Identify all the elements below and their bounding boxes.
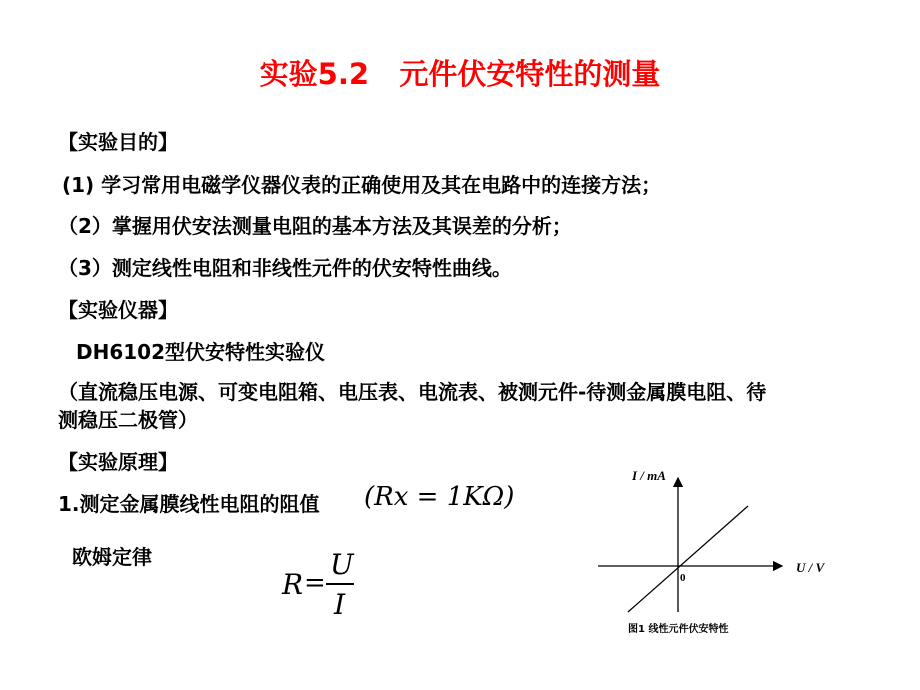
purpose-item-2: （2）掌握用伏安法测量电阻的基本方法及其误差的分析； — [58, 214, 572, 238]
figure-caption: 图1 线性元件伏安特性 — [628, 624, 729, 635]
ohm-formula — [278, 548, 358, 624]
y-axis-label: I / mA — [632, 468, 666, 483]
page-title: 实验5.2 元件伏安特性的测量 — [259, 57, 661, 91]
fraction-bar — [326, 583, 354, 585]
rx-formula: (Rx = 1KΩ) — [364, 482, 515, 512]
iv-line — [628, 506, 748, 612]
components-line-1: （直流稳压电源、可变电阻箱、电压表、电流表、被测元件-待测金属膜电阻、待 — [58, 380, 767, 404]
purpose-item-1: (1) 学习常用电磁学仪器仪表的正确使用及其在电路中的连接方法； — [62, 173, 662, 197]
principle-item-1: 1.测定金属膜线性电阻的阻值 — [58, 492, 320, 516]
instrument-model: DH6102型伏安特性实验仪 — [76, 340, 326, 364]
ohm-law-label: 欧姆定律 — [72, 545, 152, 569]
formula-denominator: I — [334, 588, 346, 621]
x-axis-label: U / V — [796, 560, 825, 575]
formula-r: R — [282, 568, 304, 601]
iv-figure — [590, 462, 850, 642]
formula-equals: = — [304, 568, 326, 598]
formula-numerator: U — [330, 548, 354, 581]
purpose-heading: 【实验目的】 — [58, 130, 178, 154]
instruments-heading: 【实验仪器】 — [58, 298, 178, 322]
purpose-item-3: （3）测定线性电阻和非线性元件的伏安特性曲线。 — [58, 256, 512, 280]
principle-heading: 【实验原理】 — [58, 450, 178, 474]
origin-label: 0 — [680, 572, 686, 584]
components-line-2: 测稳压二极管） — [58, 408, 198, 432]
